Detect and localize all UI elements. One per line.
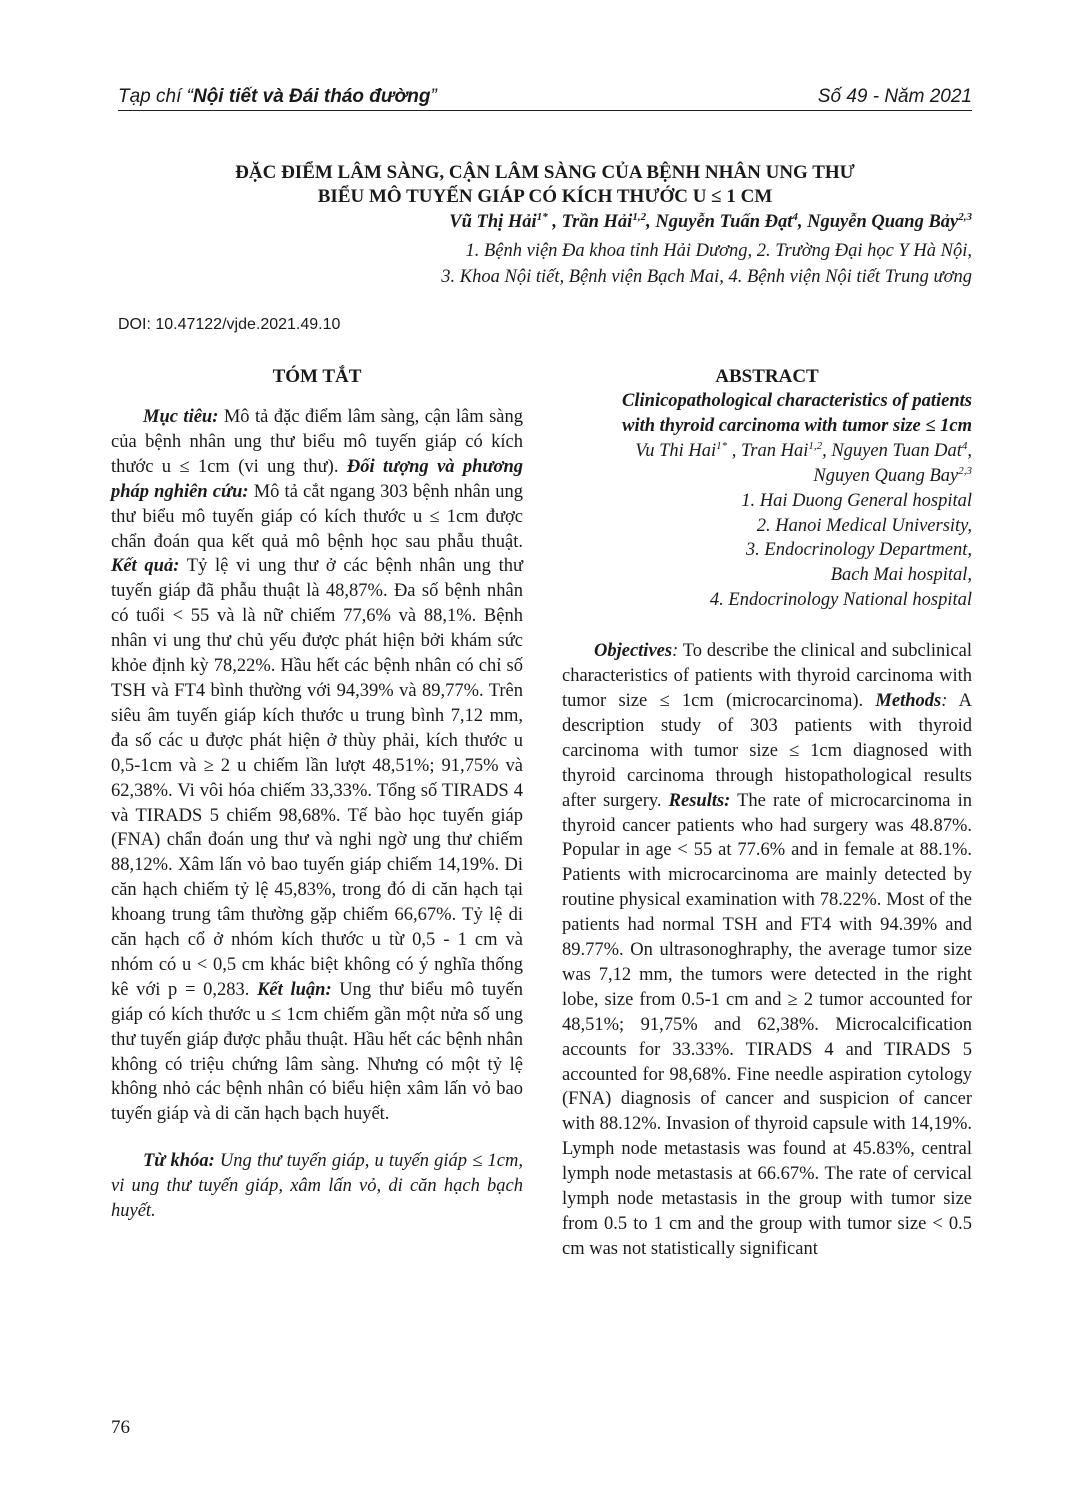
affiliation-line-2: 3. Khoa Nội tiết, Bệnh viện Bạch Mai, 4. Bệnh viện Nội tiết Trung ương xyxy=(441,267,972,287)
doi-link[interactable]: DOI: 10.47122/vjde.2021.49.10 xyxy=(118,316,341,333)
author-name: Vũ Thị Hải xyxy=(449,212,537,232)
header-rule xyxy=(118,110,972,111)
english-abstract xyxy=(562,365,972,1262)
author-name: Nguyễn Quang Bảy xyxy=(807,212,959,232)
abstract-authors: Vu Thi Hai$^{1*}$ , Tran Hai$^{1,2}$, Nguyen Tuan Dat$^4$, Nguyen Quang Bay$^{2,3}$ xyxy=(635,439,972,486)
tomtat-body: Mục tiêu: Mô tả đặc điểm lâm sàng, cận lâm sàng của bệnh nhân ung thư biểu mô tuyến giáp có kích thước u ≤ 1cm (vi ung thư). Đối tượng và phương pháp nghiên cứu: Mô tả cắt ngang 303 bệnh nhân ung thư biểu mô tuyến giáp có kích thước u ≤ 1cm được chẩn đoán qua kết quả mô bệnh học sau phẫu thuật. Kết quả: Tỷ lệ vi ung thư ở các bệnh nhân ung thư tuyến giáp đã phẫu thuật là 48,87%. Đa số bệnh nhân có tuổi < 55 và là nữ chiếm 77,6% và 88,1%. Bệnh nhân vi ung thư chủ yếu được phát hiện bởi khám sức khỏe định kỳ 78,22%. Hầu hết các bệnh nhân có chỉ số TSH và FT4 bình thường với 94,39% và 89,77%. Trên siêu âm tuyến giáp kích thước u trung bình 7,12 mm, đa số các u được phát hiện ở thùy phải, kích thước u 0,5-1cm và ≥ 2 u chiếm lần lượt 48,51%; 91,75% và 62,38%. Vi vôi hóa chiếm 33,33%. Tổng số TIRADS 4 và TIRADS 5 chiếm 98,68%. Tế bào học tuyến giáp (FNA) chẩn đoán ung thư và nghi ngờ ung thư chiếm 88,12%. Xâm lấn vỏ bao tuyến giáp chiếm 14,19%. Di căn hạch chiếm tỷ lệ 45,83%, trong đó di căn hạch tại khoang trung tâm thường gặp chiếm 66,67%. Tỷ lệ di căn hạch cổ ở nhóm kích thước u từ 0,5 - 1 cm và nhóm có u < 0,5 cm khác biệt không có ý nghĩa thống kê với p = 0,283. Kết luận: Ung thư biểu mô tuyến giáp có kích thước u ≤ 1cm chiếm gần một nửa số ung thư tuyến giáp được phẫu thuật. Hầu hết các bệnh nhân không có triệu chứng lâm sàng. Nhưng có một tỷ lệ không nhỏ các bệnh nhân có biểu hiện xâm lấn vỏ bao tuyến giáp và di căn hạch bạch huyết. xyxy=(111,407,523,1125)
issue-info: Số 49 - Năm 2021 xyxy=(817,86,972,107)
abstract-affiliations: 1. Hai Duong General hospital 2. Hanoi Medical University, 3. Endocrinology Department, Bach Mai hospital, 4. Endocrinology National hospital xyxy=(709,490,972,611)
abstract-heading: ABSTRACT xyxy=(715,366,819,387)
article-title-line-1: ĐẶC ĐIỂM LÂM SÀNG, CẬN LÂM SÀNG CỦA BỆNH NHÂN UNG THƯ xyxy=(235,162,855,183)
tomtat-keywords: Từ khóa: Ung thư tuyến giáp, u tuyến giáp ≤ 1cm, vi ung thư tuyến giáp, xâm lấn vỏ, di căn hạch bạch huyết. xyxy=(111,1151,523,1222)
abstract-title: Clinicopathological characteristics of patients with thyroid carcinoma with tumor size ≤ 1cm xyxy=(622,391,972,436)
article-title-line-2: BIỂU MÔ TUYẾN GIÁP CÓ KÍCH THƯỚC U ≤ 1 CM xyxy=(317,186,773,207)
tomtat-heading: TÓM TẮT xyxy=(272,366,362,387)
article-title xyxy=(118,161,972,209)
author-name: Trần Hải xyxy=(561,212,633,232)
journal-title: Tạp chí “Nội tiết và Đái tháo đường” xyxy=(118,86,437,107)
running-header xyxy=(118,80,972,108)
affiliation-line-1: 1. Bệnh viện Đa khoa tỉnh Hải Dương, 2. Trường Đại học Y Hà Nội, xyxy=(465,241,972,261)
vietnamese-abstract xyxy=(111,365,523,1224)
author-name: Nguyễn Tuấn Đạt xyxy=(655,212,793,232)
abstract-body: Objectives: To describe the clinical and subclinical characteristics of patients with thyroid carcinoma with tumor size ≤ 1cm (microcarcinoma). Methods: A description study of 303 patients with thyroid carcinoma with tumor size ≤ 1cm diagnosed with thyroid carcinoma through histopathological results after surgery. Results: The rate of microcarcinoma in thyroid cancer patients who had surgery was 48.87%. Popular in age < 55 at 77.6% and in female at 88.1%. Patients with microcarcinoma are mainly detected by routine physical examination with 78.22%. Most of the patients had normal TSH and FT4 with 94.39% and 89.77%. On ultrasonoghraphy, the average tumor size was 7,12 mm, the tumors were detected in the right lobe, size from 0.5-1 cm and ≥ 2 tumor accounted for 48,51%; 91,75% and 62,38%. Microcalcification accounts for 33.33%. TIRADS 4 and TIRADS 5 accounted for 98,68%. Fine needle aspiration cytology (FNA) diagnosis of cancer and suspicion of cancer with 88.12%. Invasion of thyroid capsule with 14,19%. Lymph node metastasis was found at 45.83%, central lymph node metastasis at 66.67%. The rate of cervical lymph node metastasis in the group with tumor size from 0.5 to 1 cm and the group with tumor size < 0.5 cm was not statistically significant xyxy=(562,641,972,1259)
page-number: 76 xyxy=(111,1417,130,1438)
author-list: Vũ Thị Hải$^{1*}$ , Trần Hải$^{1,2}$, Nguyễn Tuấn Đạt$^4$, Nguyễn Quang Bảy$^{2,3}$ xyxy=(449,210,972,232)
